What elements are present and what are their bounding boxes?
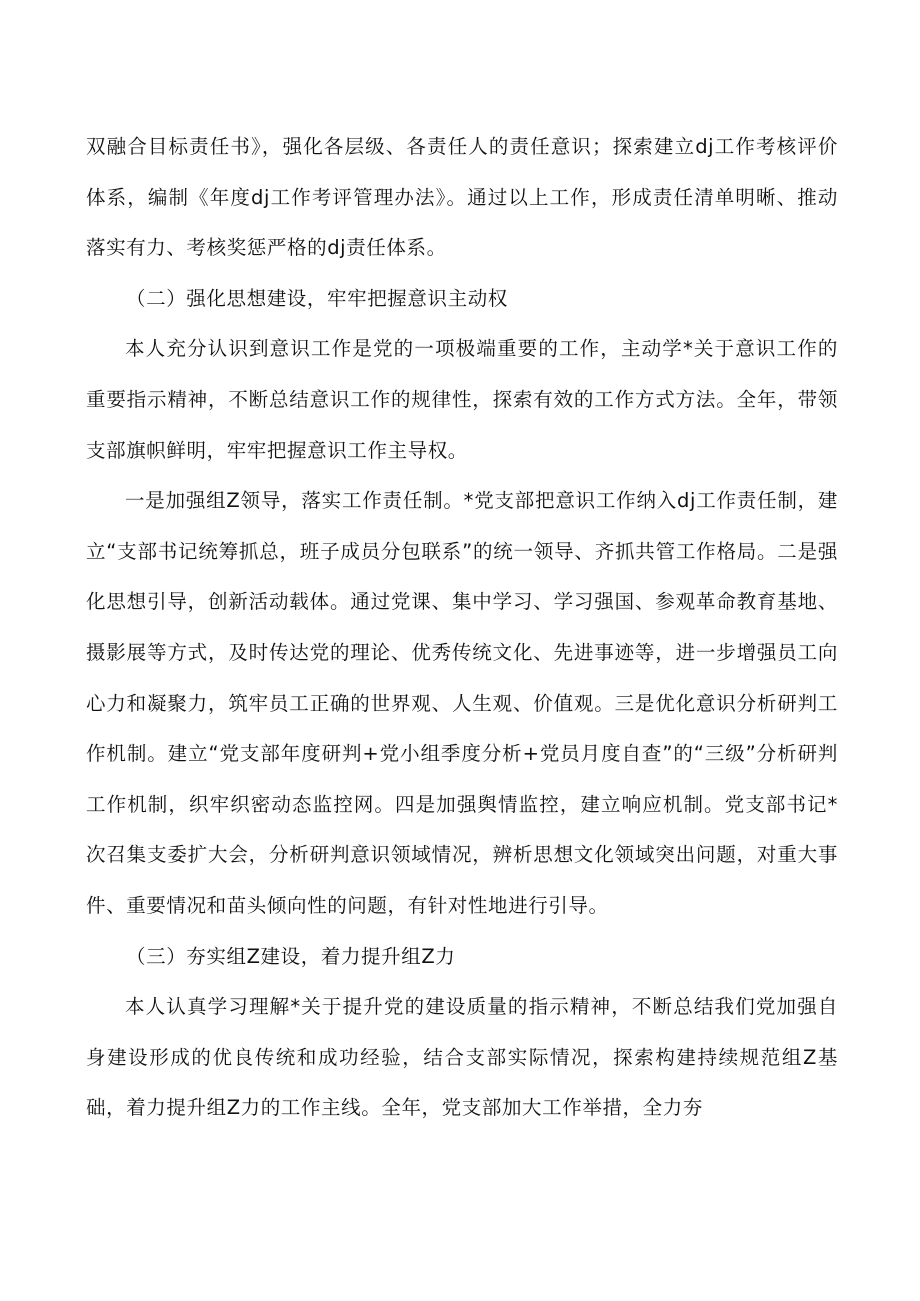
- paragraph-organization-intro: 本人认真学习理解*关于提升党的建设质量的指示精神，不断总结我们党加强自身建设形成的优良传统和成功经验，结合支部实际情况，探索构建持续规范组Z基础，着力提升组Z力的工作主线。全年，党支部加大工作举措，全力夯: [86, 995, 838, 1120]
- paragraph-responsibility-system: 双融合目标责任书》，强化各层级、各责任人的责任意识；探索建立dj工作考核评价体系，编制《年度dj工作考评管理办法》。通过以上工作，形成责任清单明晰、推动落实有力、考核奖惩严格的dj责任体系。: [86, 135, 838, 260]
- paragraph-ideology-measures: 一是加强组Z领导，落实工作责任制。*党支部把意识工作纳入dj工作责任制，建立“支部书记统筹抓总，班子成员分包联系”的统一领导、齐抓共管工作格局。二是强化思想引导，创新活动载体。通过党课、集中学习、学习强国、参观革命教育基地、摄影展等方式，及时传达党的理论、优秀传统文化、先进事迹等，进一步增强员工向心力和凝聚力，筑牢员工正确的世界观、人生观、价值观。三是优化意识分析研判工作机制。建立“党支部年度研判+党小组季度分析+党员月度自查”的“三级”分析研判工作机制，织牢织密动态监控网。四是加强舆情监控，建立响应机制。党支部书记*次召集支委扩大会，分析研判意识领域情况，辨析思想文化领域突出问题，对重大事件、重要情况和苗头倾向性的问题，有针对性地进行引导。: [86, 489, 838, 917]
- paragraph-ideology-intro: 本人充分认识到意识工作是党的一项极端重要的工作，主动学*关于意识工作的重要指示精神，不断总结意识工作的规律性，探索有效的工作方式方法。全年，带领支部旗帜鲜明，牢牢把握意识工作主导权。: [86, 337, 838, 462]
- section-heading-organization: （三）夯实组Z建设，着力提升组Z力: [126, 944, 456, 968]
- section-heading-ideology: （二）强化思想建设，牢牢把握意识主动权: [126, 286, 508, 310]
- document-body: [86, 122, 838, 1134]
